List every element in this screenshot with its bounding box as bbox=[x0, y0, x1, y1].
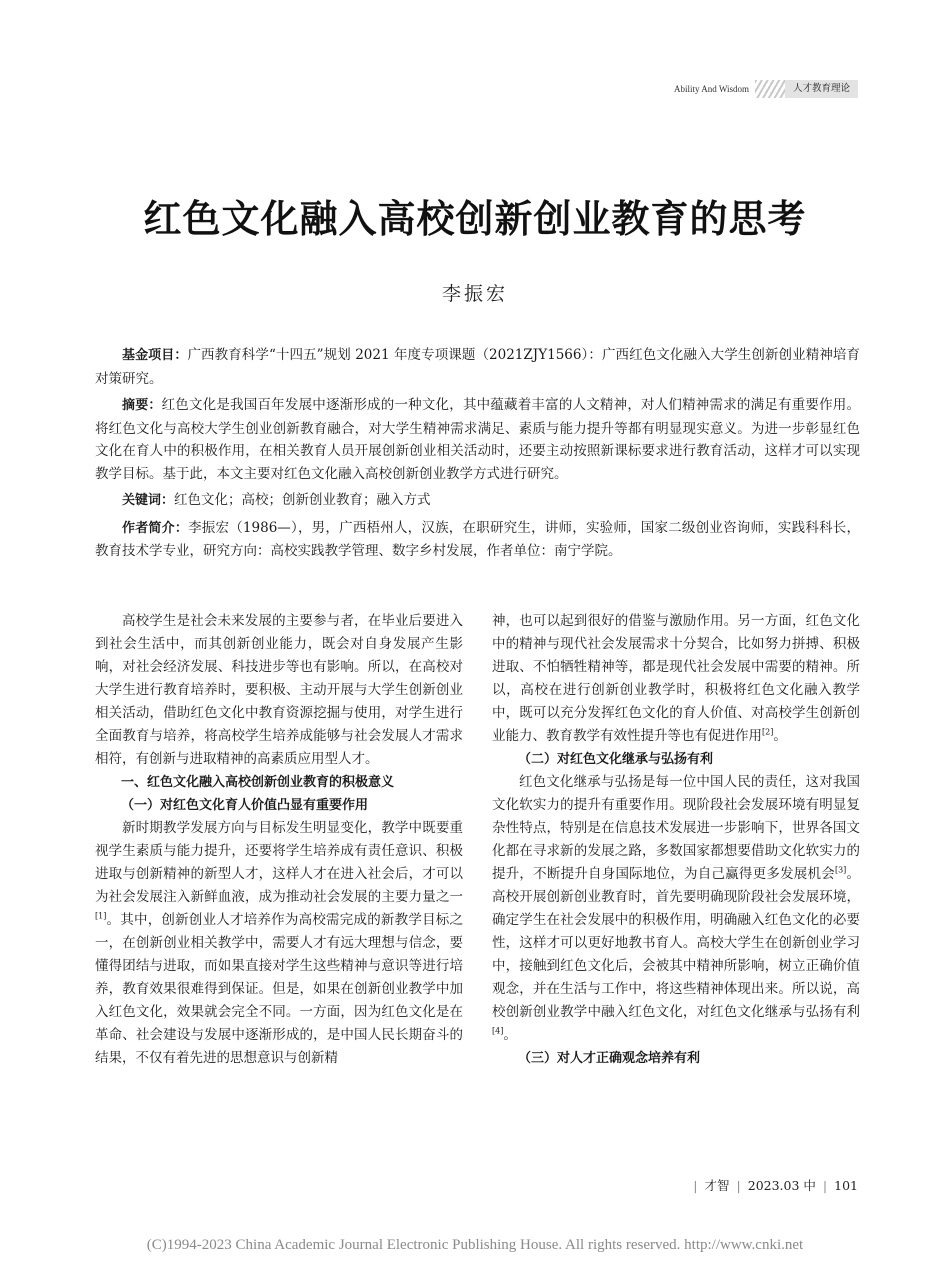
header-stripe-decoration bbox=[755, 80, 785, 98]
body-column-left bbox=[95, 610, 463, 1070]
page-footer bbox=[686, 1176, 858, 1194]
author-bio-text: 李振宏（1986—），男，广西梧州人，汉族，在职研究生，讲师，实验师，国家二级创业咨询师，实践科科长，教育技术学专业，研究方向：高校实践教学管理、数字乡村发展，作者单位：南宁学院。 bbox=[95, 519, 860, 559]
body-paragraph-3 bbox=[492, 610, 860, 748]
section-heading-1: 一、红色文化融入高校创新创业教育的积极意义 bbox=[121, 775, 395, 790]
subsection-heading-1-3: （三）对人才正确观念培养有利 bbox=[518, 1051, 701, 1066]
keywords-text: 红色文化；高校；创新创业教育；融入方式 bbox=[174, 492, 431, 508]
copyright-watermark: (C)1994-2023 China Academic Journal Electronic Publishing House. All rights reserved. http://www.cnki.net bbox=[146, 1237, 804, 1253]
article-title: 红色文化融入高校创新创业教育的思考 bbox=[143, 196, 807, 241]
header-section-tag: 人才教育理论 bbox=[785, 80, 858, 98]
body-paragraph-2 bbox=[95, 817, 463, 1070]
fund-paragraph bbox=[95, 344, 860, 390]
article-author: 李振宏 bbox=[441, 283, 508, 305]
footer-separator: | bbox=[693, 1178, 698, 1193]
paragraph-text: 。高校开展创新创业教育时，首先要明确现阶段社会发展环境，确定学生在社会发展中的积极作用，明确融入红色文化的必要性，这样才可以更好地教书育人。高校大学生在创新创业学习中，接触到红色文化后，会被其中精神所影响，树立正确价值观念，并在生活与工作中，将这些精神体现出来。所以说，高校创新创业教学中融入红色文化，对红色文化继承与弘扬有利 bbox=[492, 866, 861, 1020]
abstract-paragraph bbox=[95, 394, 860, 485]
subsection-heading-1-2: （二）对红色文化继承与弘扬有利 bbox=[518, 752, 714, 767]
paragraph-text: 红色文化继承与弘扬是每一位中国人民的责任，这对我国文化软实力的提升有重要作用。现阶段社会发展环境有明显复杂性特点，特别是在信息技术发展进一步影响下，世界各国文化都在寻求新的发展之路，多数国家都想要借助文化软实力的提升，不断提升自身国际地位，为自己赢得更多发展机会 bbox=[492, 774, 860, 882]
paragraph-text: 。 bbox=[773, 728, 787, 744]
article-meta bbox=[95, 344, 860, 567]
author-bio-paragraph bbox=[95, 517, 860, 563]
keywords-label: 关键词： bbox=[122, 493, 175, 508]
paragraph-text: 。 bbox=[503, 1027, 517, 1043]
abstract-label: 摘要： bbox=[122, 398, 162, 413]
subsection-heading-1-1: （一）对红色文化育人价值凸显有重要作用 bbox=[121, 798, 369, 813]
paragraph-text: 神，也可以起到很好的借鉴与激励作用。另一方面，红色文化中的精神与现代社会发展需求十分契合，比如努力拼搏、积极进取、不怕牺牲精神等，都是现代社会发展中需要的精神。所以，高校在进行创新创业教学时，积极将红色文化融入教学中，既可以充分发挥红色文化的育人价值、对高校学生创新创业能力、教育教学有效性提升等也有促进作用 bbox=[492, 613, 860, 744]
citation-ref[interactable]: [3] bbox=[834, 865, 847, 875]
footer-page-number: 101 bbox=[834, 1178, 858, 1193]
fund-text: 广西教育科学“十四五”规划 2021 年度专项课题（2021ZJY1566）：广西红色文化融入大学生创新创业精神培育对策研究。 bbox=[95, 347, 860, 387]
author-bio-label: 作者简介： bbox=[122, 520, 189, 536]
body-column-right bbox=[492, 610, 860, 1070]
footer-separator: | bbox=[736, 1178, 741, 1193]
paragraph-text: 新时期教学发展方向与目标发生明显变化，教学中既要重视学生素质与能力提升，还要将学生培养成有责任意识、积极进取与创新精神的新型人才，这样人才在进入社会后，才可以为社会发展注入新鲜血液，成为推动社会发展的主要力量之一 bbox=[95, 820, 463, 905]
paragraph-text: 。其中，创新创业人才培养作为高校需完成的新教学目标之一，在创新创业相关教学中，需要人才有远大理想与信念，要懂得团结与进取，而如果直接对学生这些精神与意识等进行培养，教育效果很难得到保证。但是，如果在创新创业教学中加入红色文化，效果就会完全不同。一方面，因为红色文化是在革命、社会建设与发展中逐渐形成的，是中国人民长期奋斗的结果，不仅有着先进的思想意识与创新精 bbox=[95, 912, 463, 1066]
header-english: Ability And Wisdom bbox=[674, 84, 749, 94]
footer-issue: 2023.03 中 bbox=[747, 1178, 816, 1193]
keywords-paragraph bbox=[95, 489, 860, 513]
intro-paragraph: 高校学生是社会未来发展的主要参与者，在毕业后要进入到社会生活中，而其创新创业能力，既会对自身发展产生影响，对社会经济发展、科技进步等也有影响。所以，在高校对大学生进行教育培养时，要积极、主动开展与大学生创新创业相关活动，借助红色文化中教育资源挖掘与使用，对学生进行全面教育与培养，将高校学生培养成能够与社会发展人才需求相符，有创新与进取精神的高素质应用型人才。 bbox=[95, 613, 463, 767]
footer-journal: 才智 bbox=[704, 1178, 730, 1193]
citation-ref[interactable]: [2] bbox=[762, 727, 774, 737]
body-paragraph-4 bbox=[492, 771, 860, 1047]
citation-ref[interactable]: [4] bbox=[492, 1026, 504, 1036]
citation-ref[interactable]: [1] bbox=[95, 911, 107, 921]
running-header bbox=[674, 80, 858, 98]
footer-separator: | bbox=[822, 1178, 828, 1193]
fund-label: 基金项目： bbox=[122, 348, 188, 363]
abstract-text: 红色文化是我国百年发展中逐渐形成的一种文化，其中蕴藏着丰富的人文精神，对人们精神需求的满足有重要作用。将红色文化与高校大学生创业创新教育融合，对大学生精神需求满足、素质与能力提升等都有明显现实意义。为进一步彰显红色文化在育人中的积极作用，在相关教育人员开展创新创业相关活动时，还要主动按照新课标要求进行教育活动，这样才可以实现教学目标。基于此，本文主要对红色文化融入高校创新创业教学方式进行研究。 bbox=[95, 397, 860, 482]
